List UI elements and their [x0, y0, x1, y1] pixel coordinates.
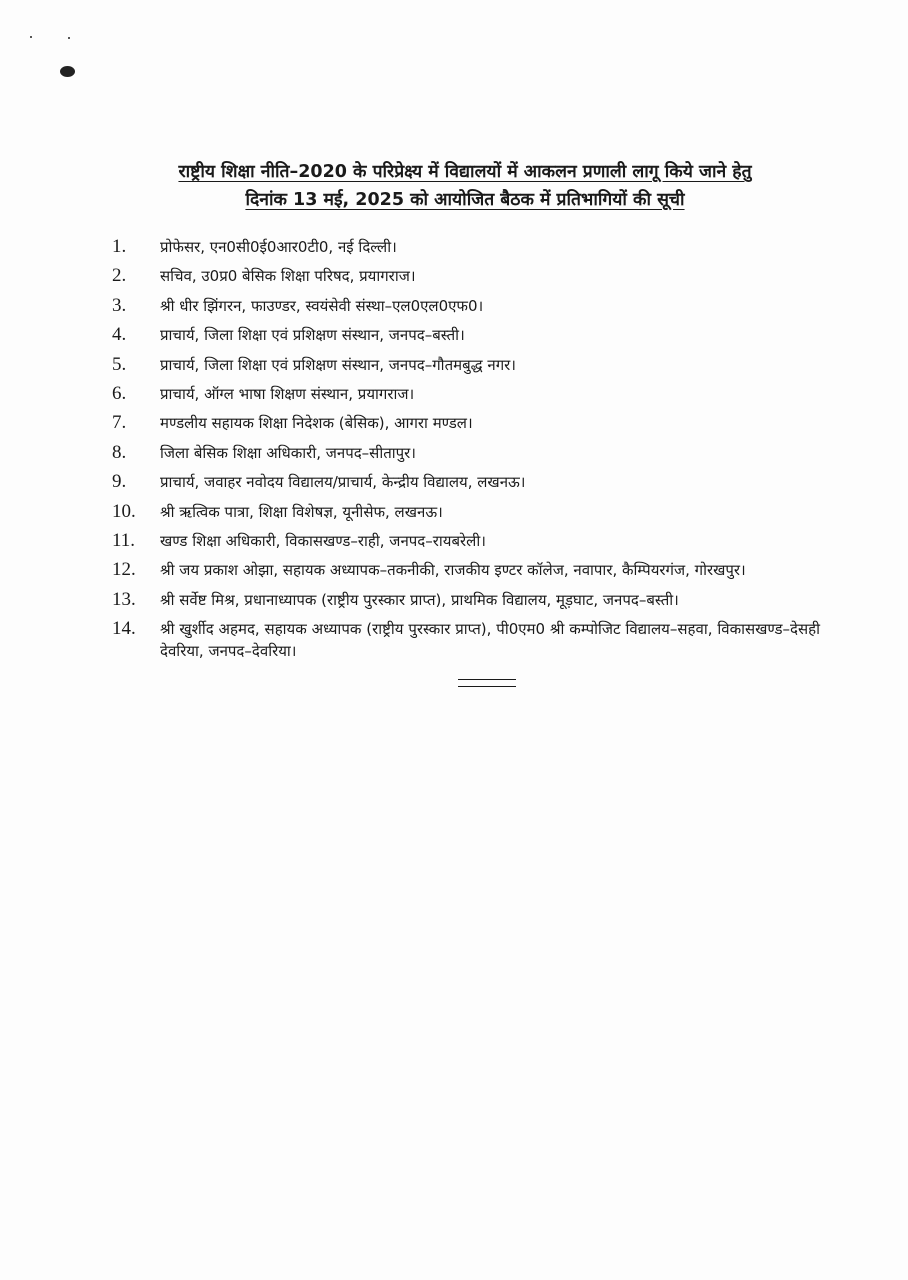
item-number: 4.	[112, 324, 127, 346]
item-text: खण्ड शिक्षा अधिकारी, विकासखण्ड–राही, जनपद–रायबरेली।	[160, 531, 486, 550]
item-number: 8.	[112, 441, 127, 463]
item-text: प्रोफेसर, एन0सी0ई0आर0टी0, नई दिल्ली।	[160, 238, 397, 256]
heading-line-1: राष्ट्रीय शिक्षा नीति–2020 के परिप्रेक्ष्य में विद्यालयों में आकलन प्रणाली लागू किये जाने हेतु	[178, 162, 752, 182]
list-item	[112, 236, 820, 258]
item-text: प्राचार्य, जवाहर नवोदय विद्यालय/प्राचार्य, केन्द्रीय विद्यालय, लखनऊ।	[160, 473, 526, 492]
list-item	[112, 442, 820, 464]
item-number: 1.	[112, 236, 127, 257]
item-number: 10.	[112, 500, 136, 522]
list-item	[112, 618, 820, 662]
list-item	[112, 501, 820, 523]
list-item	[112, 412, 820, 434]
item-text: श्री जय प्रकाश ओझा, सहायक अध्यापक–तकनीकी, राजकीय इण्टर कॉलेज, नवापार, कैम्पियरगंज, गोरखपुर।	[160, 561, 746, 580]
list-item	[112, 324, 820, 346]
item-number: 13.	[112, 588, 136, 610]
item-number: 7.	[112, 412, 127, 434]
item-text: श्री सर्वेष्ट मिश्र, प्रधानाध्यापक (राष्ट्रीय पुरस्कार प्राप्त), प्राथमिक विद्यालय, मूड़घाट, जनपद–बस्ती।	[160, 590, 679, 609]
item-number: 5.	[112, 353, 127, 375]
item-text: श्री ऋत्विक पात्रा, शिक्षा विशेषज्ञ, यूनीसेफ, लखनऊ।	[160, 502, 443, 521]
participant-list	[112, 236, 820, 669]
list-item	[112, 295, 820, 317]
item-text: प्राचार्य, ऑग्ल भाषा शिक्षण संस्थान, प्रयागराज।	[160, 384, 415, 403]
item-number: 6.	[112, 382, 127, 404]
list-item	[112, 471, 820, 493]
list-item	[112, 589, 820, 611]
heading-line-2: दिनांक 13 मई, 2025 को आयोजित बैठक में प्रतिभागियों की सूची	[245, 190, 685, 210]
item-text: मण्डलीय सहायक शिक्षा निदेशक (बेसिक), आगरा मण्डल।	[160, 414, 473, 433]
item-number: 9.	[112, 471, 127, 493]
end-divider	[458, 686, 516, 687]
item-number: 3.	[112, 294, 127, 316]
item-text: सचिव, उ0प्र0 बेसिक शिक्षा परिषद, प्रयागराज।	[160, 267, 416, 286]
scan-dot	[30, 36, 32, 38]
document-heading	[100, 158, 830, 214]
scan-mark	[60, 66, 75, 77]
item-number: 11.	[112, 529, 136, 551]
end-divider	[458, 679, 516, 680]
list-item	[112, 559, 820, 581]
item-text: श्री धीर झिंगरन, फाउण्डर, स्वयंसेवी संस्था–एल0एल0एफ0।	[160, 296, 484, 315]
item-number: 12.	[112, 559, 136, 581]
item-number: 14.	[112, 618, 136, 640]
item-number: 2.	[112, 265, 127, 287]
item-text: श्री खुर्शीद अहमद, सहायक अध्यापक (राष्ट्रीय पुरस्कार प्राप्त), पी0एम0 श्री कम्पोजिट विद्यालय–सहवा, विकासखण्ड–देसही देवरिया, जनपद–देवरिया।	[160, 620, 820, 661]
list-item	[112, 530, 820, 552]
item-text: प्राचार्य, जिला शिक्षा एवं प्रशिक्षण संस्थान, जनपद–गौतमबुद्ध नगर।	[160, 355, 516, 374]
list-item	[112, 265, 820, 287]
list-item	[112, 383, 820, 405]
scan-dot	[68, 37, 70, 39]
item-text: जिला बेसिक शिक्षा अधिकारी, जनपद–सीतापुर।	[160, 443, 416, 462]
list-item	[112, 354, 820, 376]
item-text: प्राचार्य, जिला शिक्षा एवं प्रशिक्षण संस्थान, जनपद–बस्ती।	[160, 326, 465, 345]
